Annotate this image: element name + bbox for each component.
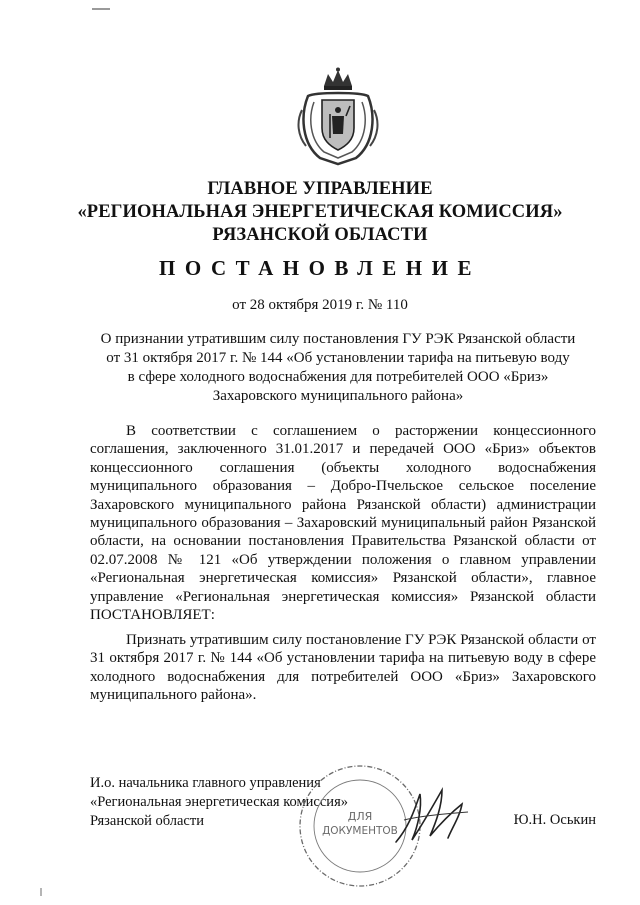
document-type-heading: ПОСТАНОВЛЕНИЕ — [159, 256, 481, 280]
coat-of-arms-icon — [294, 66, 382, 166]
signatory-title-line: «Региональная энергетическая комиссия» — [90, 794, 348, 810]
signatory-title-line: Рязанской области — [90, 813, 204, 829]
preamble-paragraph: В соответствии с соглашением о расторжении концессионного соглашения, заключенного 31.01.2017 и передачей ООО «Бриз» объектов концессионного соглашения (объекты холодного водоснабжения муниципального образования – Добро-Пчельское сельское поселение Захаровского муниципального района Рязанской области) администрации муниципального образования – Захаровский муниципальный район Рязанской области, на основании постановления Правительства Рязанской области от 02.07.2008 № 121 «Об утверждении положения о главном управлении «Региональная энергетическая комиссия» Рязанской области», главное управление «Региональная энергетическая комиссия» Рязанской области ПОСТАНОВЛЯЕТ: — [90, 423, 596, 624]
subject-line: О признании утратившим силу постановления ГУ РЭК Рязанской области — [100, 331, 576, 347]
subject-line: Захаровского муниципального района» — [212, 388, 464, 404]
subject-line: в сфере холодного водоснабжения для потребителей ООО «Бриз» — [127, 369, 549, 385]
org-name-line-3: РЯЗАНСКОЙ ОБЛАСТИ — [212, 225, 428, 245]
decree-date-number: от 28 октября 2019 г. № 110 — [232, 297, 408, 313]
org-name-line-2: «РЕГИОНАЛЬНАЯ ЭНЕРГЕТИЧЕСКАЯ КОМИССИЯ» — [77, 202, 563, 222]
stamp-text-top: ДЛЯ — [347, 810, 373, 823]
stamp-text-bottom: ДОКУМЕНТОВ — [322, 825, 398, 837]
scan-artifact — [40, 888, 42, 896]
handwritten-signature — [390, 782, 480, 852]
scan-artifact — [92, 8, 110, 10]
decree-subject — [90, 330, 586, 406]
signatory-title-line: И.о. начальника главного управления — [90, 775, 321, 791]
signatory-name: Ю.Н. Оськин — [513, 812, 596, 828]
org-name-line-1: ГЛАВНОЕ УПРАВЛЕНИЕ — [207, 179, 433, 199]
subject-line: от 31 октября 2017 г. № 144 «Об установлении тарифа на питьевую воду — [106, 350, 570, 366]
resolution-paragraph: Признать утратившим силу постановление ГУ РЭК Рязанской области от 31 октября 2017 г. № 144 «Об установлении тарифа на питьевую воду в сфере холодного водоснабжения для потребителей ООО «Бриз» Захаровского муниципального района». — [90, 632, 596, 704]
